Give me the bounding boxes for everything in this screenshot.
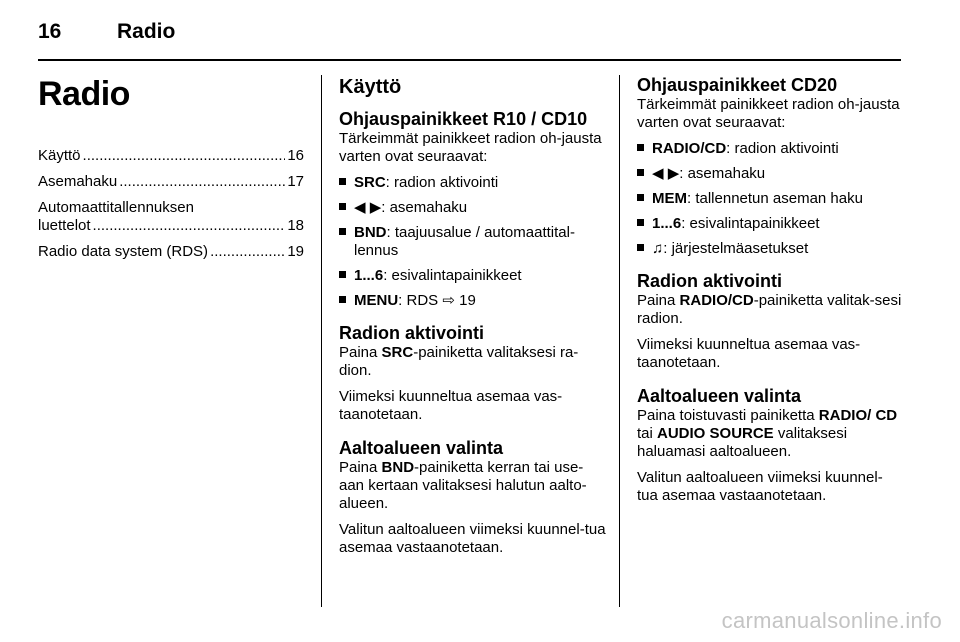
controls-intro: Tärkeimmät painikkeet radion oh-jausta varten ovat seuraavat: [339, 130, 602, 165]
list-item: RADIO/CD: radion aktivointi [637, 140, 903, 158]
bullet-icon [637, 144, 644, 151]
list-item: ♫: järjestelmäasetukset [637, 240, 903, 258]
table-of-contents [38, 147, 304, 261]
band-text-cd20: Paina toistuvasti painiketta RADIO/ CD tai AUDIO SOURCE valitaksesi haluamasi aaltoalueen. [637, 407, 898, 460]
controls-list [339, 174, 607, 310]
toc-entry-automaattitallennuksen[interactable]: Automaattitallennuksen luettelot ..... 18 [38, 199, 304, 235]
controls-list-cd20 [637, 140, 903, 258]
list-item: SRC: radion aktivointi [339, 174, 607, 192]
band-text-2: Valitun aaltoalueen viimeksi kuunnel-tua asemaa vastaanotetaan. [339, 521, 606, 556]
column-3 [637, 75, 903, 513]
band-heading-cd20: Aaltoalueen valinta [637, 386, 802, 406]
activate-heading-cd20: Radion aktivointi [637, 271, 783, 291]
page-number: 16 [38, 20, 62, 43]
seek-arrows-icon: ◀ ▶ [354, 199, 382, 216]
bullet-icon [339, 271, 346, 278]
bullet-icon [637, 219, 644, 226]
activate-heading: Radion aktivointi [339, 323, 485, 343]
page-header [38, 20, 922, 50]
settings-note-icon: ♫ [652, 240, 664, 257]
list-item: 1...6: esivalintapainikkeet [637, 215, 903, 233]
controls-intro-cd20: Tärkeimmät painikkeet radion oh-jausta varten ovat seuraavat: [637, 96, 900, 131]
list-item: ◀ ▶: asemahaku [637, 165, 903, 183]
column-divider-1 [321, 75, 322, 607]
bullet-icon [339, 178, 346, 185]
activate-text-cd20: Paina RADIO/CD-painiketta valitak-sesi radion. [637, 292, 902, 327]
toc-entry-asemahaku[interactable]: Asemahaku ..... 17 [38, 173, 304, 191]
list-item: MEM: tallennetun aseman haku [637, 190, 903, 208]
list-item: MENU: RDS ⇨ 19 [339, 292, 607, 310]
page-reference-link[interactable]: 19 [459, 292, 476, 309]
activate-text-2-cd20: Viimeksi kuunneltua asemaa vas-taanotetaan. [637, 336, 861, 371]
bullet-icon [637, 169, 644, 176]
running-title: Radio [117, 20, 176, 43]
bullet-icon [339, 296, 346, 303]
column-divider-2 [619, 75, 620, 607]
activate-text: Paina SRC-painiketta valitaksesi ra-dion. [339, 344, 579, 379]
list-item: 1...6: esivalintapainikkeet [339, 267, 607, 285]
section-title: Käyttö [339, 76, 402, 98]
controls-heading-cd20: Ohjauspainikkeet CD20 [637, 75, 838, 95]
column-1 [38, 75, 304, 269]
controls-heading: Ohjauspainikkeet R10 / CD10 [339, 109, 588, 129]
bullet-icon [339, 203, 346, 210]
band-heading: Aaltoalueen valinta [339, 438, 504, 458]
band-text: Paina BND-painiketta kerran tai use-aan kertaan valitaksesi halutun aalto-alueen. [339, 459, 587, 512]
band-text-2-cd20: Valitun aaltoalueen viimeksi kuunnel-tua asemaa vastaanotetaan. [637, 469, 883, 504]
seek-arrows-icon: ◀ ▶ [652, 165, 680, 182]
page-reference-icon: ⇨ [442, 292, 455, 309]
watermark: carmanualsonline.info [721, 608, 942, 633]
bullet-icon [637, 244, 644, 251]
activate-text-2: Viimeksi kuunneltua asemaa vas-taanotetaan. [339, 388, 563, 423]
bullet-icon [339, 228, 346, 235]
toc-entry-kaytto[interactable]: Käyttö ..... 16 [38, 147, 304, 165]
header-rule [38, 59, 901, 61]
chapter-title: Radio [38, 75, 130, 113]
list-item: BND: taajuusalue / automaattital-lennus [339, 224, 607, 260]
list-item: ◀ ▶: asemahaku [339, 199, 607, 217]
bullet-icon [637, 194, 644, 201]
column-2 [339, 75, 607, 565]
toc-entry-rds[interactable]: Radio data system (RDS) ..... 19 [38, 243, 304, 261]
